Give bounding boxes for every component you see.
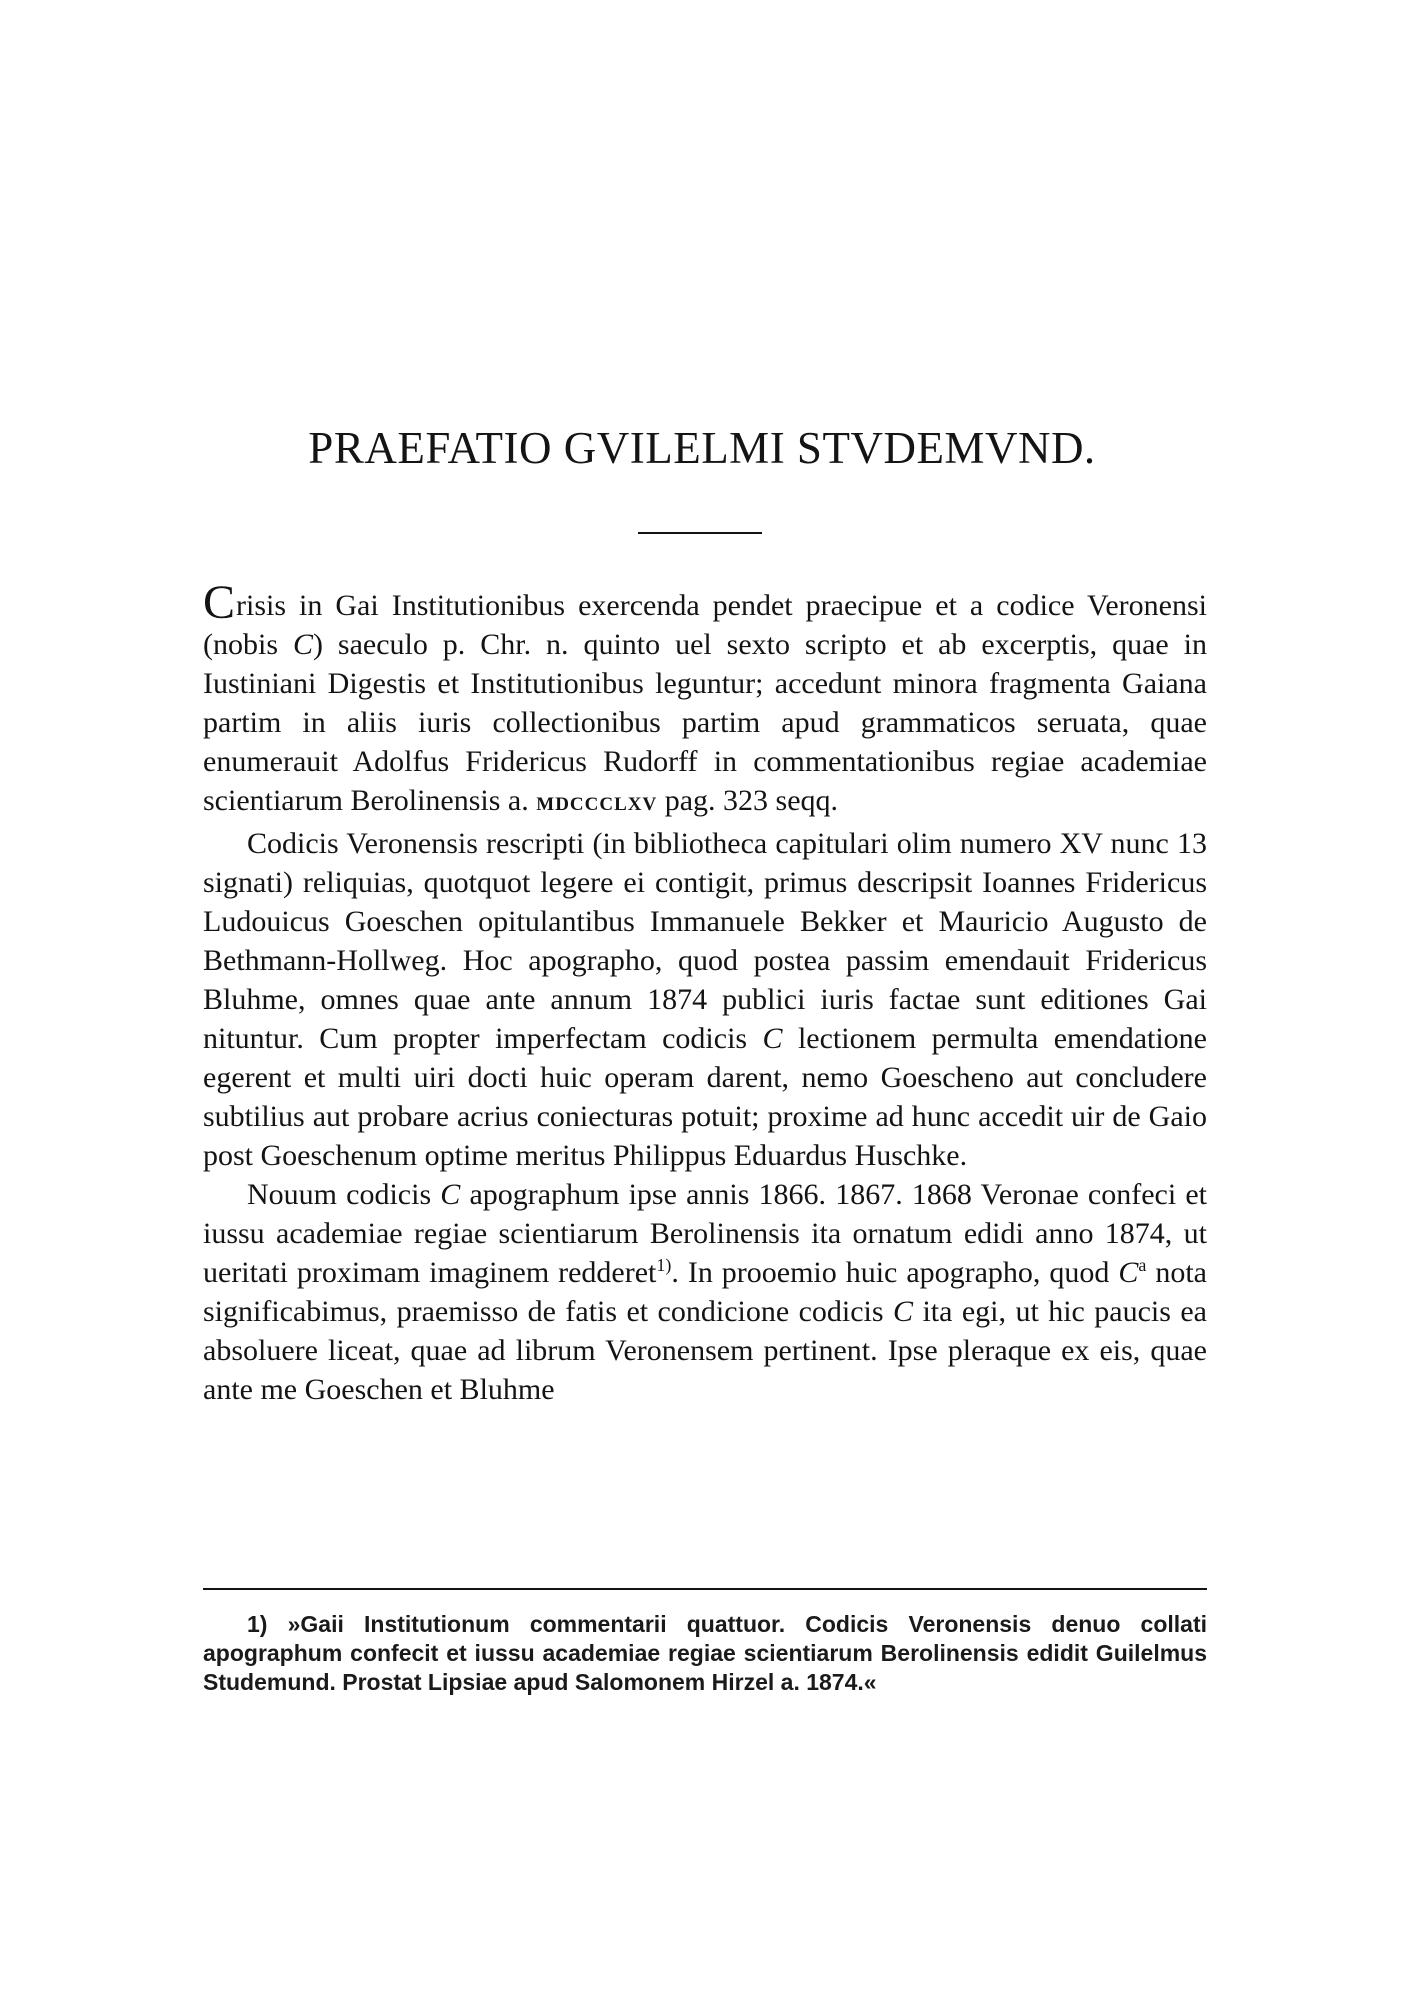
siglum-superscript: a bbox=[1138, 1255, 1147, 1275]
footnote-marker: 1) bbox=[247, 1611, 268, 1637]
siglum: C bbox=[292, 628, 313, 661]
page-title: PRAEFATIO GVILELMI STVDEMVND. bbox=[308, 423, 1096, 473]
year-smallcaps: MDCCCLXV bbox=[536, 794, 658, 815]
p1-rest: ) saeculo p. Chr. n. quinto uel sexto scripto et ab excerptis, quae in Iustiniani Digestis et Institutionibus leguntur; accedunt minora fragmenta Gaiana partim in aliis iuris collectionibus partim apud grammaticos seruata, quae enumerauit Adolfus Fridericus Rudorff in commentationibus regiae academiae scientiarum Berolinensis a. bbox=[203, 628, 1207, 817]
paragraph-3 bbox=[203, 1175, 1207, 1409]
footnote-divider bbox=[203, 1588, 1207, 1590]
siglum: C bbox=[893, 1295, 914, 1328]
main-text bbox=[203, 576, 1207, 1409]
p2-part1: Codicis Veronensis rescripti (in bibliotheca capitulari olim numero XV nunc 13 signati) reliquias, quotquot legere ei contigit, primus descripsit Ioannes Fridericus Ludouicus Goeschen opitulantibus Immanuele Bekker et Mauricio Augusto de Bethmann-Hollweg. Hoc apographo, quod postea passim emendauit Fridericus Bluhme, omnes quae ante annum 1874 publici iuris factae sunt editiones Gai nituntur. Cum propter imperfectam codicis bbox=[203, 827, 1207, 1055]
p2-part2: lectionem permulta emendatione egerent et multi uiri docti huic operam darent, nemo Goescheno aut concludere subtilius aut probare acrius coniecturas potuit; proxime ad hunc accedit uir de Gaio post Goeschenum optime meritus Philippus Eduardus Huschke. bbox=[203, 1022, 1207, 1172]
siglum: C bbox=[1118, 1256, 1139, 1289]
p3-part5: ita egi, ut hic paucis ea absoluere liceat, quae ad librum Veronensem pertinent. Ipse pleraque ex eis, quae ante me Goeschen et Bluhme bbox=[203, 1295, 1207, 1406]
p3-part3: . In prooemio huic apographo, quod bbox=[671, 1256, 1119, 1289]
p1-lead: risis in Gai Institutionibus exercenda pendet praecipue et a codice Veronensi (nobis bbox=[203, 589, 1207, 661]
siglum: C bbox=[440, 1178, 461, 1211]
footnote bbox=[203, 1610, 1207, 1697]
drop-cap: C bbox=[203, 576, 236, 629]
paragraph-1 bbox=[203, 576, 1207, 824]
p3-part2: apographum ipse annis 1866. 1867. 1868 Veronae confeci et iussu academiae regiae scientiarum Berolinensis ita ornatum edidi anno 1874, ut ueritati proximam imaginem redderet bbox=[203, 1178, 1207, 1289]
p3-part4: nota significabimus, praemisso de fatis et condicione codicis bbox=[203, 1256, 1207, 1328]
paragraph-2 bbox=[203, 824, 1207, 1175]
title-divider bbox=[638, 532, 762, 534]
footnote-reference: 1) bbox=[656, 1255, 672, 1275]
footnote-text: »Gaii Institutionum commentarii quattuor. Codicis Veronensis denuo collati apographum confecit et iussu academiae regiae scientiarum Berolinensis edidit Guilelmus Studemund. Prostat Lipsiae apud Salomonem Hirzel a. 1874.« bbox=[203, 1611, 1207, 1695]
p3-part1: Nouum codicis bbox=[247, 1178, 441, 1211]
p1-tail: pag. 323 seqq. bbox=[657, 784, 839, 817]
siglum: C bbox=[762, 1022, 783, 1055]
